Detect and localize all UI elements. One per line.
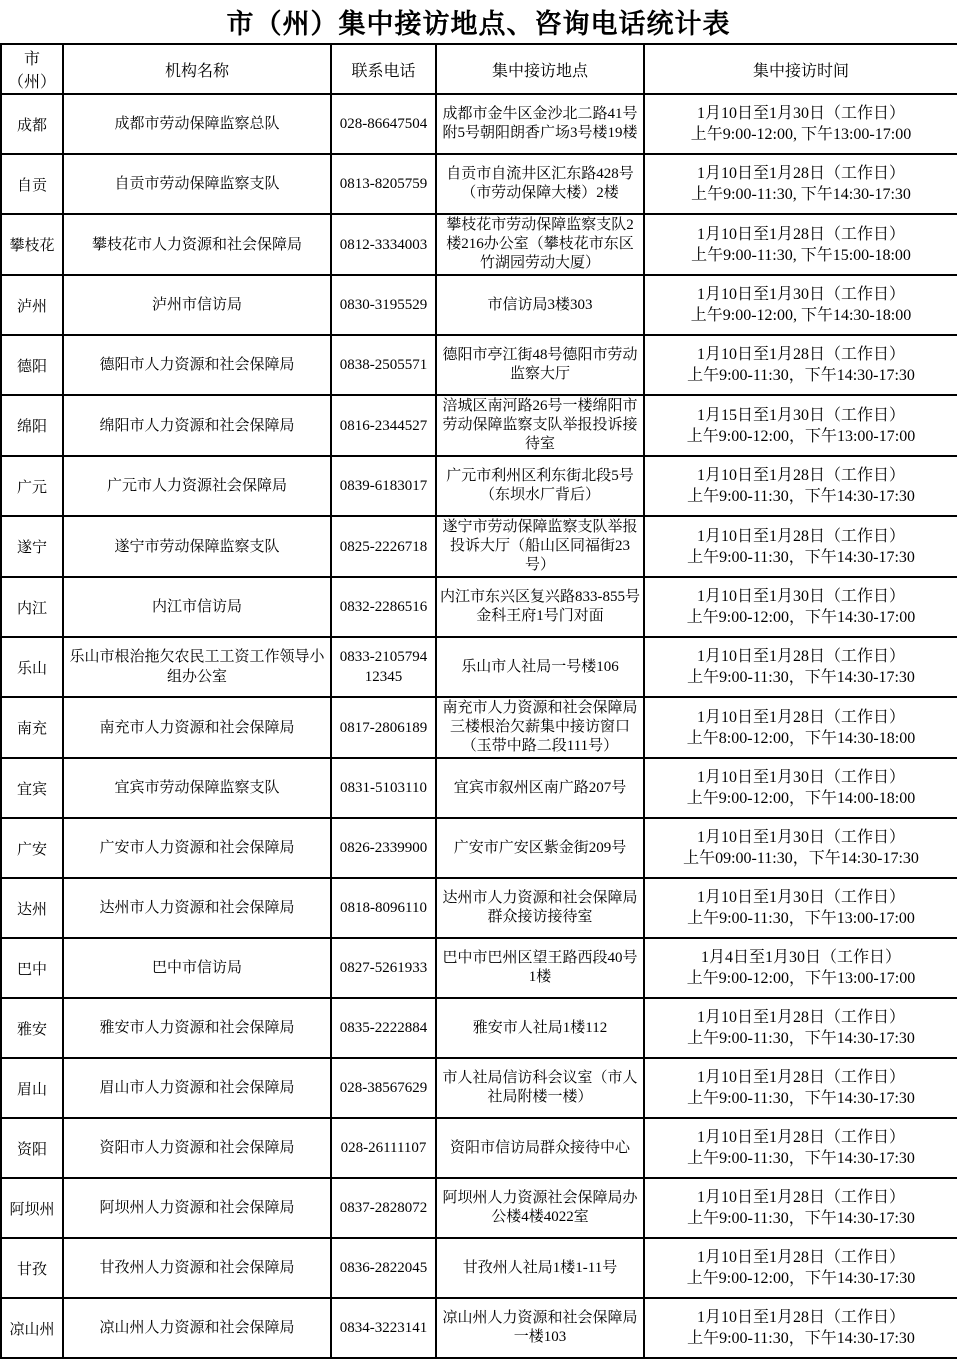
org-cell: 宜宾市劳动保障监察支队 <box>63 758 331 818</box>
visit-hours: 上午9:00-12:00，下午13:00-17:00 <box>686 970 916 987</box>
visit-hours: 上午9:00-11:30，下午14:30-17:30 <box>687 1030 915 1047</box>
date-range: 1月10日至1月30日（工作日） <box>696 889 905 906</box>
date-range: 1月10日至1月28日（工作日） <box>696 467 905 484</box>
phone-cell: 0818-8096110 <box>331 878 436 938</box>
time-cell <box>644 1058 957 1118</box>
address-cell: 成都市金牛区金沙北二路41号附5号朝阳朗香广场3号楼19楼 <box>436 94 644 154</box>
city-cell: 广安 <box>1 818 63 878</box>
city-cell: 阿坝州 <box>1 1178 63 1238</box>
city-cell: 遂宁 <box>1 516 63 577</box>
table-row <box>1 1178 957 1238</box>
time-cell <box>644 1178 957 1238</box>
time-cell <box>644 395 957 456</box>
address-cell: 乐山市人社局一号楼106 <box>436 637 644 697</box>
time-cell <box>644 516 957 577</box>
phone-cell: 0816-2344527 <box>331 395 436 456</box>
visit-hours: 上午9:00-11:30, 下午15:00-18:00 <box>691 246 911 264</box>
table-row <box>1 1298 957 1358</box>
column-header-address: 集中接访地点 <box>436 44 644 94</box>
org-cell: 南充市人力资源和社会保障局 <box>63 697 331 758</box>
date-range: 1月4日至1月30日（工作日） <box>700 949 901 966</box>
table-row <box>1 516 957 577</box>
date-range: 1月10日至1月28日（工作日） <box>696 648 905 665</box>
org-cell: 雅安市人力资源和社会保障局 <box>63 998 331 1058</box>
city-cell: 凉山州 <box>1 1298 63 1358</box>
phone-cell: 0812-3334003 <box>331 214 436 275</box>
column-header-city: 市（州） <box>1 44 63 94</box>
table-header-row <box>1 44 957 94</box>
visit-hours: 上午9:00-12:00，下午14:00-18:00 <box>686 790 916 807</box>
phone-cell: 028-86647504 <box>331 94 436 154</box>
visit-hours: 上午9:00-12:00，下午14:30-17:00 <box>686 609 916 626</box>
address-cell: 甘孜州人社局1楼1-11号 <box>436 1238 644 1298</box>
table-row <box>1 214 957 275</box>
city-cell: 乐山 <box>1 637 63 697</box>
org-cell: 德阳市人力资源和社会保障局 <box>63 335 331 395</box>
city-cell: 成都 <box>1 94 63 154</box>
time-cell <box>644 878 957 938</box>
phone-cell: 0826-2339900 <box>331 818 436 878</box>
org-cell: 阿坝州人力资源和社会保障局 <box>63 1178 331 1238</box>
phone-cell: 0838-2505571 <box>331 335 436 395</box>
time-cell <box>644 154 957 214</box>
phone-cell: 0817-2806189 <box>331 697 436 758</box>
date-range: 1月10日至1月28日（工作日） <box>696 1189 905 1206</box>
org-cell: 广元市人力资源社会保障局 <box>63 456 331 516</box>
phone-cell: 0839-6183017 <box>331 456 436 516</box>
org-cell: 遂宁市劳动保障监察支队 <box>63 516 331 577</box>
date-range: 1月10日至1月28日（工作日） <box>696 1309 905 1326</box>
city-cell: 泸州 <box>1 275 63 335</box>
address-cell: 攀枝花市劳动保障监察支队2楼216办公室（攀枝花市东区竹湖园劳动大厦） <box>436 214 644 275</box>
org-cell: 自贡市劳动保障监察支队 <box>63 154 331 214</box>
date-range: 1月10日至1月28日（工作日） <box>696 346 905 363</box>
date-range: 1月10日至1月28日（工作日） <box>696 225 905 243</box>
visit-hours: 上午9:00-11:30，下午14:30-17:30 <box>687 1150 915 1167</box>
time-cell <box>644 998 957 1058</box>
phone-cell: 0830-3195529 <box>331 275 436 335</box>
phone-cell: 0833-2105794 12345 <box>331 637 436 697</box>
table-row <box>1 1118 957 1178</box>
table-row <box>1 154 957 214</box>
phone-cell: 028-38567629 <box>331 1058 436 1118</box>
table-row <box>1 818 957 878</box>
date-range: 1月10日至1月28日（工作日） <box>696 1249 905 1266</box>
city-cell: 眉山 <box>1 1058 63 1118</box>
visit-hours: 上午9:00-11:30，下午14:30-17:30 <box>687 1330 915 1347</box>
address-cell: 凉山州人力资源和社会保障局一楼103 <box>436 1298 644 1358</box>
org-cell: 绵阳市人力资源和社会保障局 <box>63 395 331 456</box>
visit-hours: 上午9:00-11:30，下午14:30-17:30 <box>687 1090 915 1107</box>
date-range: 1月10日至1月30日（工作日） <box>696 829 905 846</box>
phone-cell: 0837-2828072 <box>331 1178 436 1238</box>
table-row <box>1 938 957 998</box>
visit-hours: 上午9:00-12:00, 下午14:30-18:00 <box>690 307 912 324</box>
table-row <box>1 998 957 1058</box>
table-row <box>1 456 957 516</box>
org-cell: 资阳市人力资源和社会保障局 <box>63 1118 331 1178</box>
address-cell: 达州市人力资源和社会保障局群众接访接待室 <box>436 878 644 938</box>
address-cell: 阿坝州人力资源社会保障局办公楼4楼4022室 <box>436 1178 644 1238</box>
date-range: 1月10日至1月30日（工作日） <box>696 769 905 786</box>
city-cell: 巴中 <box>1 938 63 998</box>
table-row <box>1 275 957 335</box>
time-cell <box>644 94 957 154</box>
org-cell: 泸州市信访局 <box>63 275 331 335</box>
column-header-time: 集中接访时间 <box>644 44 957 94</box>
visit-hours: 上午9:00-11:30，下午14:30-17:30 <box>687 669 915 686</box>
date-range: 1月10日至1月28日（工作日） <box>696 165 905 182</box>
city-cell: 德阳 <box>1 335 63 395</box>
visit-hours: 上午9:00-11:30，下午13:00-17:00 <box>687 910 915 927</box>
city-cell: 南充 <box>1 697 63 758</box>
date-range: 1月10日至1月28日（工作日） <box>696 1129 905 1146</box>
org-cell: 凉山州人力资源和社会保障局 <box>63 1298 331 1358</box>
table-row <box>1 1058 957 1118</box>
org-cell: 成都市劳动保障监察总队 <box>63 94 331 154</box>
table-row <box>1 1238 957 1298</box>
visit-hours: 上午9:00-11:30，下午14:30-17:30 <box>687 1210 915 1227</box>
table-row <box>1 94 957 154</box>
address-cell: 内江市东兴区复兴路833-855号金科王府1号门对面 <box>436 577 644 637</box>
phone-cell: 0835-2222884 <box>331 998 436 1058</box>
address-cell: 宜宾市叙州区南广路207号 <box>436 758 644 818</box>
address-cell: 市人社局信访科会议室（市人社局附楼一楼） <box>436 1058 644 1118</box>
date-range: 1月10日至1月28日（工作日） <box>696 1009 905 1026</box>
visit-hours: 上午9:00-11:30，下午14:30-17:30 <box>687 367 915 384</box>
visit-hours: 上午9:00-12:00，下午13:00-17:00 <box>686 427 916 445</box>
date-range: 1月10日至1月28日（工作日） <box>696 708 905 726</box>
city-cell: 绵阳 <box>1 395 63 456</box>
table-row <box>1 637 957 697</box>
address-cell: 雅安市人社局1楼112 <box>436 998 644 1058</box>
date-range: 1月15日至1月30日（工作日） <box>696 406 905 424</box>
city-cell: 内江 <box>1 577 63 637</box>
address-cell: 涪城区南河路26号一楼绵阳市劳动保障监察支队举报投诉接待室 <box>436 395 644 456</box>
phone-cell: 0831-5103110 <box>331 758 436 818</box>
city-cell: 雅安 <box>1 998 63 1058</box>
table-row <box>1 878 957 938</box>
page-title: 市（州）集中接访地点、咨询电话统计表 <box>226 9 731 39</box>
time-cell <box>644 758 957 818</box>
date-range: 1月10日至1月28日（工作日） <box>696 1069 905 1086</box>
visit-hours: 上午9:00-12:00, 下午13:00-17:00 <box>690 126 912 143</box>
visit-hours: 上午8:00-12:00，下午14:30-18:00 <box>686 729 916 747</box>
org-cell: 内江市信访局 <box>63 577 331 637</box>
phone-cell: 0825-2226718 <box>331 516 436 577</box>
address-cell: 南充市人力资源和社会保障局三楼根治欠薪集中接访窗口（玉带中路二段111号） <box>436 697 644 758</box>
phone-cell: 0827-5261933 <box>331 938 436 998</box>
time-cell <box>644 214 957 275</box>
column-header-org: 机构名称 <box>63 44 331 94</box>
time-cell <box>644 577 957 637</box>
address-cell: 自贡市自流井区汇东路428号（市劳动保障大楼）2楼 <box>436 154 644 214</box>
table-row <box>1 697 957 758</box>
visit-hours: 上午9:00-11:30，下午14:30-17:30 <box>687 548 915 566</box>
address-cell: 广安市广安区紫金街209号 <box>436 818 644 878</box>
address-cell: 资阳市信访局群众接待中心 <box>436 1118 644 1178</box>
table-row <box>1 758 957 818</box>
address-cell: 广元市利州区利东街北段5号（东坝水厂背后） <box>436 456 644 516</box>
phone-cell: 0832-2286516 <box>331 577 436 637</box>
phone-cell: 028-26111107 <box>331 1118 436 1178</box>
time-cell <box>644 456 957 516</box>
visit-hours: 上午9:00-11:30, 下午14:30-17:30 <box>691 186 911 203</box>
address-cell: 巴中市巴州区望王路西段40号1楼 <box>436 938 644 998</box>
org-cell: 广安市人力资源和社会保障局 <box>63 818 331 878</box>
phone-cell: 0834-3223141 <box>331 1298 436 1358</box>
city-cell: 甘孜 <box>1 1238 63 1298</box>
time-cell <box>644 637 957 697</box>
column-header-phone: 联系电话 <box>331 44 436 94</box>
address-cell: 市信访局3楼303 <box>436 275 644 335</box>
time-cell <box>644 1238 957 1298</box>
city-cell: 宜宾 <box>1 758 63 818</box>
city-cell: 资阳 <box>1 1118 63 1178</box>
visit-hours: 上午09:00-11:30，下午14:30-17:30 <box>683 850 919 867</box>
org-cell: 达州市人力资源和社会保障局 <box>63 878 331 938</box>
time-cell <box>644 818 957 878</box>
time-cell <box>644 697 957 758</box>
visit-hours: 上午9:00-11:30，下午14:30-17:30 <box>687 488 915 505</box>
phone-cell: 0813-8205759 <box>331 154 436 214</box>
date-range: 1月10日至1月30日（工作日） <box>696 286 905 303</box>
table-row <box>1 577 957 637</box>
date-range: 1月10日至1月30日（工作日） <box>696 105 905 122</box>
address-cell: 德阳市亭江街48号德阳市劳动监察大厅 <box>436 335 644 395</box>
date-range: 1月10日至1月28日（工作日） <box>696 527 905 545</box>
date-range: 1月10日至1月30日（工作日） <box>696 588 905 605</box>
org-cell: 眉山市人力资源和社会保障局 <box>63 1058 331 1118</box>
time-cell <box>644 1298 957 1358</box>
city-cell: 自贡 <box>1 154 63 214</box>
city-cell: 广元 <box>1 456 63 516</box>
visit-hours: 上午9:00-12:00，下午14:30-17:30 <box>686 1270 916 1287</box>
time-cell <box>644 938 957 998</box>
time-cell <box>644 1118 957 1178</box>
table-body <box>1 94 957 1358</box>
time-cell <box>644 275 957 335</box>
time-cell <box>644 335 957 395</box>
table-row <box>1 335 957 395</box>
city-cell: 攀枝花 <box>1 214 63 275</box>
org-cell: 攀枝花市人力资源和社会保障局 <box>63 214 331 275</box>
org-cell: 乐山市根治拖欠农民工工资工作领导小组办公室 <box>63 637 331 697</box>
address-cell: 遂宁市劳动保障监察支队举报投诉大厅（船山区同福街23号） <box>436 516 644 577</box>
org-cell: 巴中市信访局 <box>63 938 331 998</box>
org-cell: 甘孜州人力资源和社会保障局 <box>63 1238 331 1298</box>
table-row <box>1 395 957 456</box>
phone-cell: 0836-2822045 <box>331 1238 436 1298</box>
visit-locations-table <box>0 43 957 1359</box>
city-cell: 达州 <box>1 878 63 938</box>
